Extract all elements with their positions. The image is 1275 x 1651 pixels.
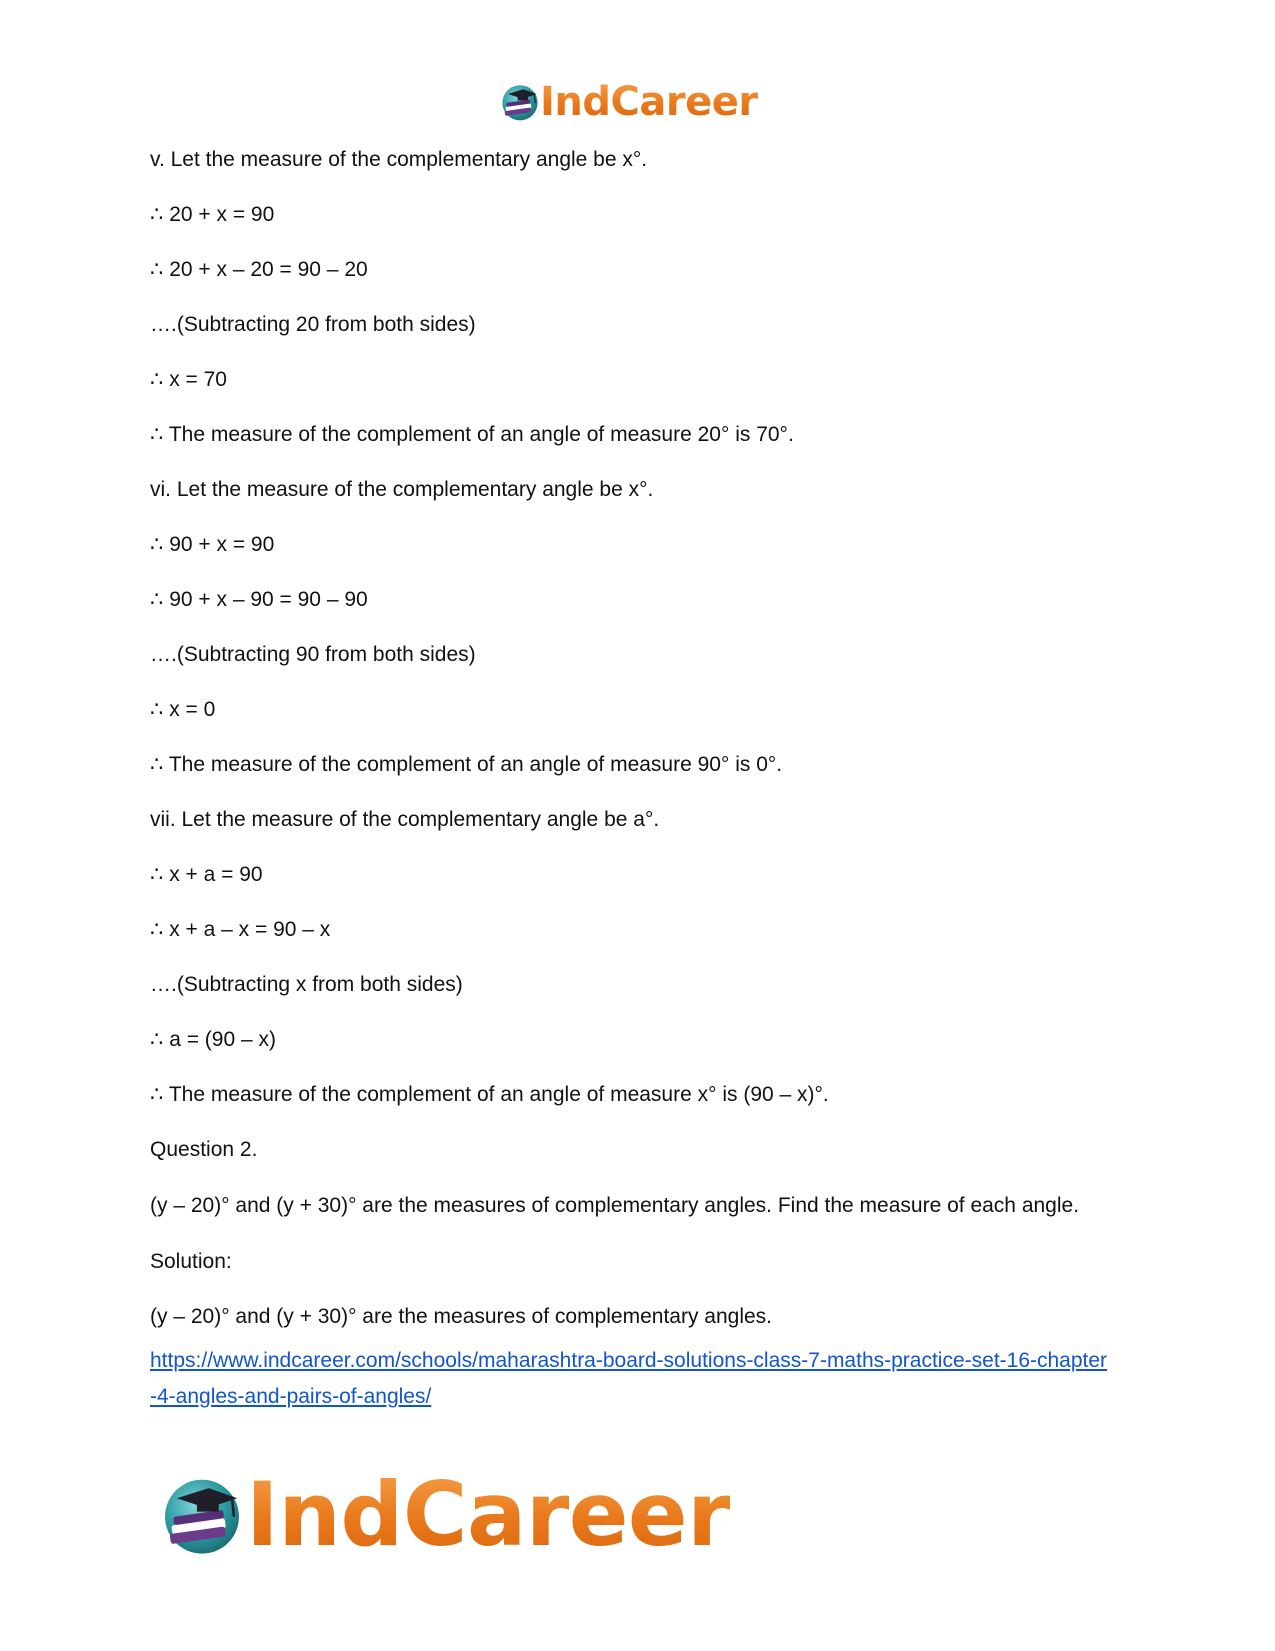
solution-line: vii. Let the measure of the complementary angle be a°. <box>150 808 660 831</box>
solution-line: (y – 20)° and (y + 30)° are the measures of complementary angles. <box>150 1305 773 1328</box>
solution-line: ∴ x + a = 90 <box>150 863 263 886</box>
solution-line: ∴ 90 + x = 90 <box>150 533 275 556</box>
footer-logo <box>160 1465 730 1565</box>
solution-line: ∴ 20 + x = 90 <box>150 203 275 226</box>
footer-logo-text: IndCareer <box>246 1463 731 1566</box>
solution-line: ∴ x = 0 <box>150 698 216 721</box>
solution-line: ∴ The measure of the complement of an angle of measure 90° is 0°. <box>150 753 783 776</box>
solution-line: vi. Let the measure of the complementary angle be x°. <box>150 478 654 501</box>
solution-line: ∴ 90 + x – 90 = 90 – 90 <box>150 588 368 611</box>
solution-line: ∴ The measure of the complement of an angle of measure 20° is 70°. <box>150 423 794 446</box>
question-text: (y – 20)° and (y + 30)° are the measures of complementary angles. Find the measure of each angle. <box>150 1194 1080 1217</box>
header-logo-text: IndCareer <box>540 79 758 125</box>
solution-line: ….(Subtracting 20 from both sides) <box>150 313 476 336</box>
solution-line: ∴ The measure of the complement of an angle of measure x° is (90 – x)°. <box>150 1083 829 1106</box>
solution-line: ∴ x = 70 <box>150 368 227 391</box>
solution-line: v. Let the measure of the complementary angle be x°. <box>150 148 648 171</box>
solution-line: ∴ a = (90 – x) <box>150 1028 276 1051</box>
logo-emblem-icon <box>160 1473 244 1557</box>
logo-emblem-icon <box>500 82 540 122</box>
solution-line: ….(Subtracting x from both sides) <box>150 973 463 996</box>
solution-line: ….(Subtracting 90 from both sides) <box>150 643 476 666</box>
source-link[interactable]: https://www.indcareer.com/schools/maharashtra-board-solutions-class-7-maths-practice-set-16-chapter-4-angles-and-pairs-of-angles/ <box>150 1349 1108 1408</box>
header-logo <box>500 80 758 124</box>
question-heading: Question 2. <box>150 1138 258 1161</box>
document-body <box>150 146 1110 1415</box>
solution-line: ∴ x + a – x = 90 – x <box>150 918 331 941</box>
solution-line: ∴ 20 + x – 20 = 90 – 20 <box>150 258 368 281</box>
solution-heading: Solution: <box>150 1250 232 1273</box>
